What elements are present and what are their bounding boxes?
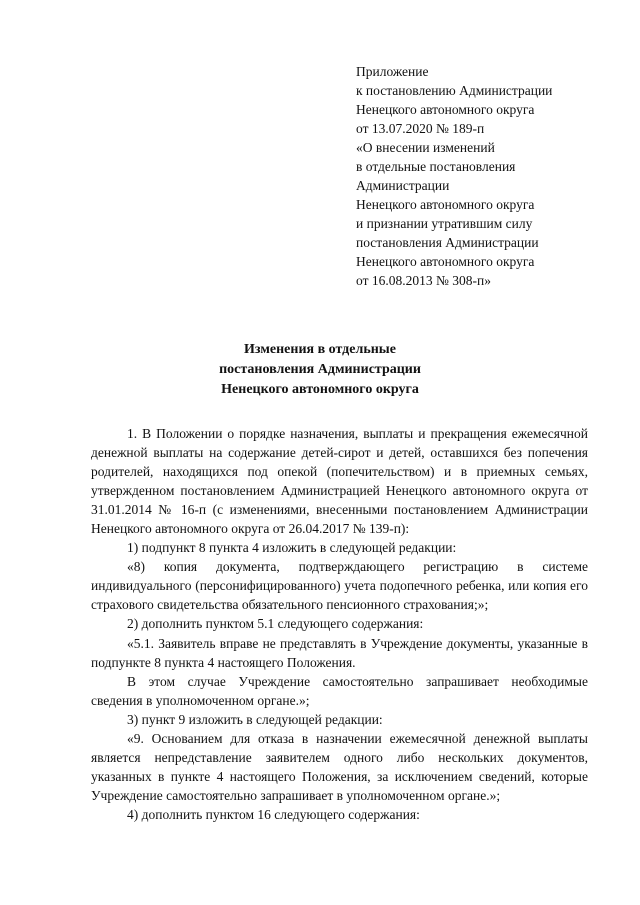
body-paragraph: 2) дополнить пунктом 5.1 следующего содержания: [127,616,424,632]
appendix-line: и признании утратившим силу [356,216,533,231]
appendix-header [356,62,626,290]
appendix-line: Ненецкого автономного округа [356,102,535,117]
body-paragraph: «8) копия документа, подтверждающего регистрацию в системе индивидуального (персонифицированного) учета подопечного ребенка, или копия его страхового свидетельства обязательного пенсионного страхования;»; [91,559,588,613]
body-paragraph: «9. Основанием для отказа в назначении ежемесячной денежной выплаты является непредставление заявителем одного либо нескольких документов, указанных в пункте 4 настоящего Положения, за исключением сведений, которые Учреждение самостоятельно запрашивает в уполномоченном органе.»; [91,730,588,803]
appendix-line: в отдельные постановления [356,159,516,174]
body-paragraph: 1) подпункт 8 пункта 4 изложить в следующей редакции: [127,540,457,556]
title-line: постановления Администрации [219,362,421,377]
body-paragraph: 3) пункт 9 изложить в следующей редакции: [127,711,383,727]
body-paragraph: 1. В Положении о порядке назначения, выплаты и прекращения ежемесячной денежной выплаты на содержание детей-сирот и детей, оставшихся без попечения родителей, находящихся под опекой (попечительством) и в приемных семьях, утвержденном постановлением Администрацией Ненецкого автономного округа от 31.01.2014 № 16-п (с изменениями, внесенными постановлением Администрации Ненецкого автономного округа от 26.04.2017 № 139-п): [91,426,588,537]
appendix-line: «О внесении изменений [356,140,495,155]
body-paragraph: 4) дополнить пунктом 16 следующего содержания: [127,806,420,822]
body-paragraph: В этом случае Учреждение самостоятельно запрашивает необходимые сведения в уполномоченном органе.»; [91,673,588,708]
appendix-line: Приложение [356,64,429,79]
appendix-line: от 13.07.2020 № 189-п [356,121,485,136]
appendix-line: постановления Администрации [356,235,539,250]
appendix-line: от 16.08.2013 № 308-п» [356,273,491,288]
appendix-line: Администрации [356,178,450,193]
appendix-line: к постановлению Администрации [356,83,553,98]
document-title [0,340,640,400]
body-paragraph: «5.1. Заявитель вправе не представлять в Учреждение документы, указанные в подпункте 8 пункта 4 настоящего Положения. [91,635,588,670]
appendix-line: Ненецкого автономного округа [356,254,535,269]
title-line: Ненецкого автономного округа [221,382,419,397]
title-line: Изменения в отдельные [244,342,396,357]
appendix-line: Ненецкого автономного округа [356,197,535,212]
document-body [91,424,588,824]
